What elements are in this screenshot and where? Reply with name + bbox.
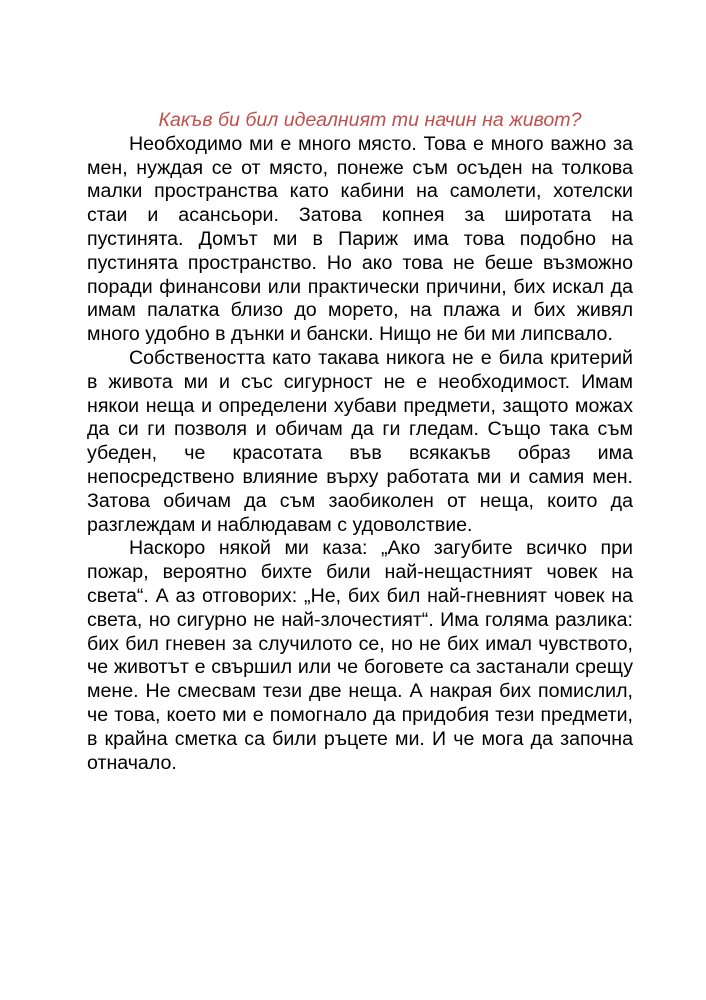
document-title: Какъв би бил идеалният ти начин на живот? [158,109,582,131]
document-page [87,109,633,775]
paragraph-1: Необходимо ми е много място. Това е много важно за мен, нуждая се от място, понеже съм осъден на толкова малки пространства като кабини на самолети, хотелски стаи и асансьори. Затова копнея за широтата на пустинята. Домът ми в Париж има това подобно на пустинята пространство. Но ако това не беше възможно поради финансови или практически причини, бих искал да имам палатка близо до морето, на плажа и бих живял много удобно в дънки и бански. Нищо не би ми липсвало. [87,132,633,346]
paragraph-2: Собствеността като такава никога не е била критерий в живота ми и със сигурност не е необходимост. Имам някои неща и определени хубави предмети, защото можах да си ги позволя и обичам да ги гледам. Също така съм убеден, че красотата във всякакъв образ има непосредствено влияние върху работата ми и самия мен. Затова обичам да съм заобиколен от неща, които да разглеждам и наблюдавам с удоволствие. [87,346,633,536]
paragraph-3: Наскоро някой ми каза: „Ако загубите всичко при пожар, вероятно бихте били най-нещастният човек на света“. А аз отговорих: „Не, бих бил най-гневният човек на света, но сигурно не най-злочестият“. Има голяма разлика: бих бил гневен за случилото се, но не бих имал чувството, че животът е свършил или че боговете са застанали срещу мене. Не смесвам тези две неща. А накрая бих помислил, че това, което ми е помогнало да придобия тези предмети, в крайна сметка са били ръцете ми. И че мога да започна отначало. [87,537,633,774]
